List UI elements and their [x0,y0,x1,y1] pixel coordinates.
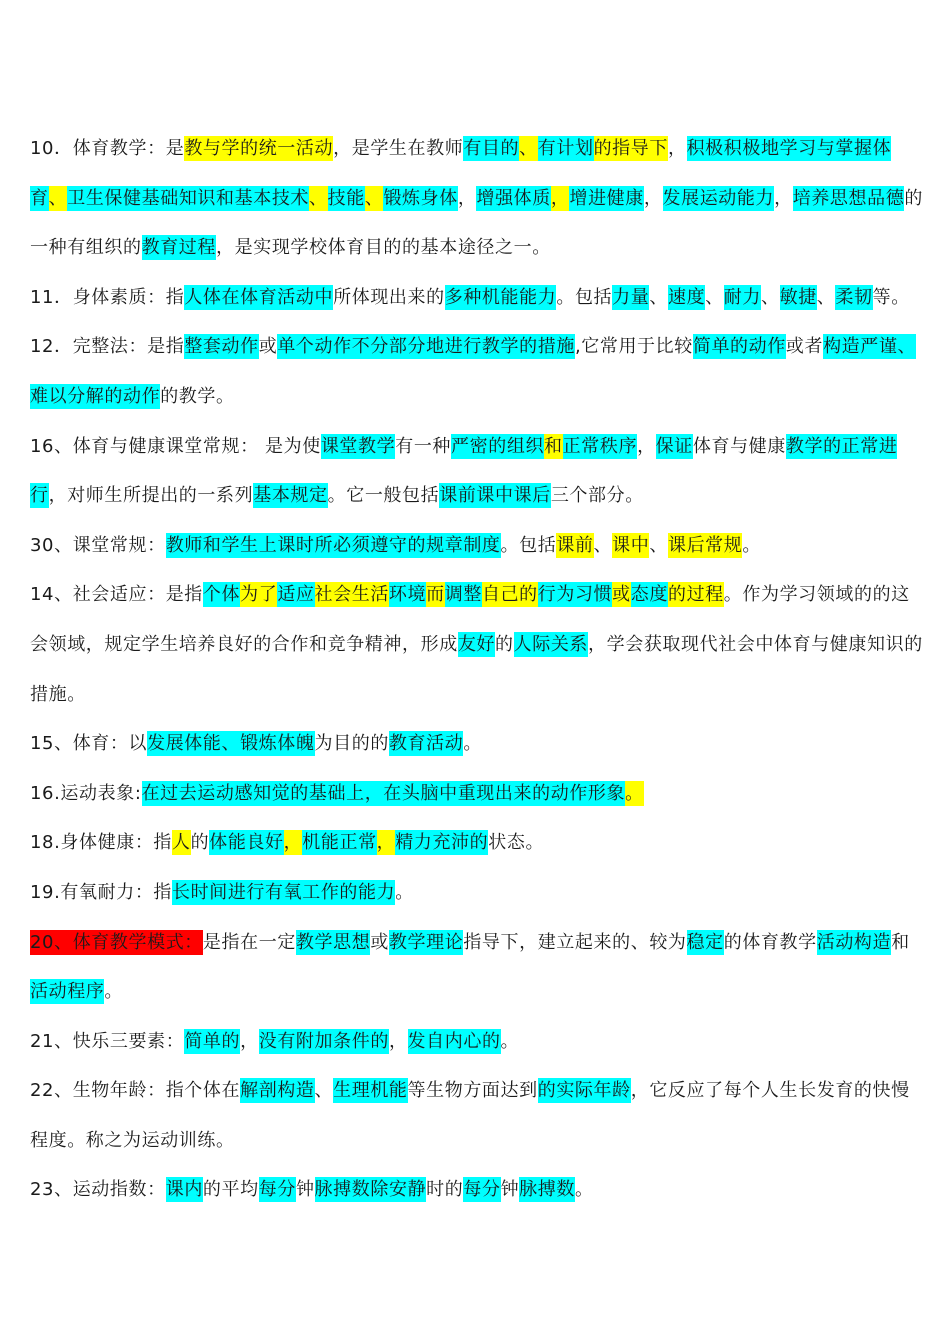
highlighted-text: 课内 [165,1179,203,1201]
paragraph-text: 18.身体健康：指 [30,832,173,854]
paragraph-text: 等生物方面达到 [407,1080,538,1102]
highlighted-text: 精力充沛的 [395,832,489,854]
paragraph-text: 22、生物年龄：指个体在 [30,1080,241,1102]
paragraph-text: 10．体育教学：是 [30,138,185,159]
paragraph-text: 19.有氧耐力：指 [30,881,173,903]
highlighted-text: ， [283,832,303,854]
paragraph-text: 。 [104,981,124,1003]
paragraph-text: 或者 [785,336,824,358]
highlighted-text: 敏捷 [779,286,817,308]
highlighted-text: 发展体能、锻炼体魄 [147,733,315,755]
highlighted-text: 增强体质 [476,187,551,209]
highlighted-text: 行为习惯 [537,584,613,606]
paragraph-text: 30、课堂常规： [30,534,166,556]
highlighted-text: 速度 [667,286,706,308]
highlighted-text: 的实际年龄 [537,1080,631,1102]
highlighted-text: 课前 [556,534,594,556]
highlighted-text: 多种机能能力 [444,286,557,308]
paragraph-text: 、 [816,286,836,308]
highlighted-text: 脉搏数除安静 [314,1179,427,1201]
paragraph-text: 。它一般包括 [327,485,440,507]
paragraph-text: 和 [891,931,910,953]
paragraph-text: 。 [500,1030,520,1052]
highlighted-text: ， [376,832,396,854]
highlighted-text: 教学理论 [388,931,464,953]
definition-paragraph [30,719,925,769]
highlighted-text: 、 [364,187,384,209]
highlighted-text: 解剖构造 [240,1080,315,1102]
paragraph-text: 21、快乐三要素： [30,1030,185,1052]
highlighted-text: 个体 [202,584,241,606]
paragraph-text: 有一种 [395,435,452,457]
highlighted-text: 教学的正常进行 [30,435,898,507]
highlighted-text: 体能良好 [209,832,284,854]
highlighted-text: 调整 [444,584,482,606]
paragraph-text: 、 [705,286,724,308]
highlighted-text: 没有附加条件的 [258,1030,389,1052]
highlighted-text: 态度 [630,584,668,606]
paragraph-text: 为目的的 [314,733,389,755]
definition-paragraph [30,1066,925,1165]
highlighted-text: 、 [48,187,68,209]
highlighted-text: 为了 [240,584,278,606]
highlighted-text: 自己的 [481,584,538,606]
highlighted-text: 或 [612,584,631,606]
highlighted-text: 稳定 [686,931,724,953]
paragraph-text: 体育与健康 [692,435,786,457]
paragraph-text: 、 [760,286,780,308]
highlighted-text: 正常秩序 [562,435,638,457]
highlighted-text: 、 [519,138,538,159]
document-page [30,124,925,1215]
paragraph-text: 。 [395,881,414,903]
definition-paragraph [30,422,925,521]
paragraph-text: ，是学生在教师 [333,138,464,159]
definition-paragraph [30,1017,925,1067]
highlighted-text: 基本规定 [253,485,328,507]
highlighted-text: 人 [172,832,191,854]
definition-paragraph [30,124,925,273]
highlighted-text: 锻炼身体 [383,187,458,209]
highlighted-text: 有目的 [463,138,520,159]
paragraph-text: 的体育教学 [723,931,817,953]
highlighted-text: 整套动作 [184,336,259,358]
paragraph-text: 、 [593,534,613,556]
highlighted-text: 在过去运动感知觉的基础上，在头脑中重现出来的动作形象 [141,782,626,804]
paragraph-text: ,它常用于比较 [574,336,693,358]
highlighted-text: 脉搏数 [519,1179,575,1201]
paragraph-text: 或 [258,336,278,358]
paragraph-text: 等。 [872,286,910,308]
highlighted-text: 社会生活 [314,584,389,606]
highlighted-text: 课堂教学 [320,435,396,457]
highlighted-text: 技能 [327,187,365,209]
highlighted-text: ， [550,187,570,209]
paragraph-text: 15、体育：以 [30,733,148,755]
paragraph-text: ， [667,138,687,159]
highlighted-text: 课后常规 [667,534,743,556]
paragraph-text: 16、体育与健康课堂常规： 是为使 [30,435,321,457]
highlighted-text: 简单的 [184,1030,241,1052]
highlighted-text: 教师和学生上课时所必须遵守的规章制度 [165,534,501,556]
definition-paragraph [30,918,925,1017]
paragraph-text: 。 [463,733,482,755]
paragraph-text: ，学会获取现代社会中体育与健康知识的措施。 [30,633,923,705]
paragraph-text: 是指在一定 [202,931,296,953]
paragraph-text: ， [637,435,656,457]
highlighted-text: 适应 [277,584,315,606]
highlighted-text: 简单的动作 [692,336,786,358]
highlighted-text: 发自内心的 [407,1030,501,1052]
paragraph-text: 的一种有组织的 [30,187,923,259]
highlighted-text: 教育过程 [141,237,217,259]
paragraph-text: ， [240,1030,259,1052]
highlighted-text: 机能正常 [302,832,377,854]
highlighted-text: 每分 [258,1179,296,1201]
paragraph-text: 。作为学习领域的的这会领域，规定学生培养良好的合作和竞争精神，形成 [30,584,910,655]
highlighted-text: 有计划 [537,138,594,159]
highlighted-text: 每分 [463,1179,501,1201]
paragraph-text: 。包括 [556,286,613,308]
paragraph-text: 、 [649,534,668,556]
highlighted-text: 人体在体育活动中 [184,286,334,308]
highlighted-text: 长时间进行有氧工作的能力 [172,881,396,903]
paragraph-text: 状态。 [488,832,545,854]
paragraph-text: 。包括 [500,534,557,556]
highlighted-text: 增进健康 [569,187,644,209]
paragraph-text: 16.运动表象: [30,782,142,804]
paragraph-text: ， [774,187,793,209]
paragraph-text: ， [643,187,663,209]
paragraph-text: ，是实现学校体育目的的基本途径之一。 [216,237,551,259]
highlighted-text: 教与学的统一活动 [184,138,334,159]
paragraph-text: 的 [495,633,514,655]
paragraph-text: ， [388,1030,408,1052]
highlighted-text: 柔韧 [835,286,873,308]
highlighted-text: 和 [544,435,563,457]
paragraph-text: 或 [370,931,389,953]
paragraph-text: 23、运动指数： [30,1179,166,1201]
highlighted-text: 的过程 [667,584,724,606]
highlighted-text: 单个动作不分部分地进行教学的措施 [277,336,575,358]
highlighted-text: 卫生保健基础知识和基本技术 [67,187,310,209]
paragraph-text: 钟 [500,1179,520,1201]
highlighted-text: 课前课中课后 [439,485,551,507]
highlighted-text: 课中 [612,534,650,556]
highlighted-text: 教育活动 [388,733,464,755]
definition-paragraph [30,1165,925,1215]
highlighted-text: 。 [625,782,644,804]
highlighted-text: 力量 [612,286,650,308]
paragraph-text: 12．完整法：是指 [30,336,185,358]
definition-paragraph [30,570,925,719]
highlighted-text: 构造严谨、难以分解的动作 [30,336,917,407]
paragraph-text: 11．身体素质：指 [30,286,185,308]
highlighted-text: 发展运动能力 [662,187,775,209]
highlighted-text: 保证 [655,435,693,457]
definition-paragraph [30,868,925,918]
definition-paragraph [30,273,925,323]
paragraph-text: 所体现出来的 [333,286,445,308]
highlighted-text: 友好 [457,633,496,655]
paragraph-text: 的教学。 [160,385,235,407]
paragraph-text: 14、社会适应：是指 [30,584,203,606]
highlighted-text: 培养思想品德 [792,187,905,209]
paragraph-text: ，对师生所提出的一系列 [48,485,254,507]
definition-paragraph [30,521,925,571]
definition-paragraph [30,322,925,421]
paragraph-text: 三个部分。 [550,485,644,507]
highlighted-text: 严密的组织 [451,435,545,457]
definition-paragraph [30,818,925,868]
highlighted-text: 人际关系 [513,633,589,655]
paragraph-text: 。 [574,1179,594,1201]
highlighted-text: 、 [309,187,328,209]
highlighted-text: 20、体育教学模式： [30,931,203,953]
paragraph-text: 的平均 [202,1179,259,1201]
paragraph-text: 指导下，建立起来的、较为 [463,931,687,953]
paragraph-text: 。 [742,534,761,556]
highlighted-text: 活动构造 [816,931,892,953]
paragraph-text: 钟 [295,1179,315,1201]
paragraph-text: ， [457,187,477,209]
highlighted-text: 耐力 [723,286,761,308]
paragraph-text: 、 [649,286,668,308]
paragraph-text: 、 [314,1080,334,1102]
highlighted-text: 积极积极地学习与掌握体育 [30,138,892,209]
highlighted-text: 环境 [388,584,427,606]
paragraph-text: ，它反应了每个人生长发育的快慢程度。称之为运动训练。 [30,1080,910,1151]
highlighted-text: 生理机能 [333,1080,408,1102]
paragraph-text: 的 [190,832,210,854]
paragraph-text: 时的 [426,1179,464,1201]
definition-paragraph [30,769,925,819]
highlighted-text: 活动程序 [30,981,105,1003]
highlighted-text: 而 [426,584,445,606]
highlighted-text: 教学思想 [295,931,371,953]
highlighted-text: 的指导下 [593,138,668,159]
